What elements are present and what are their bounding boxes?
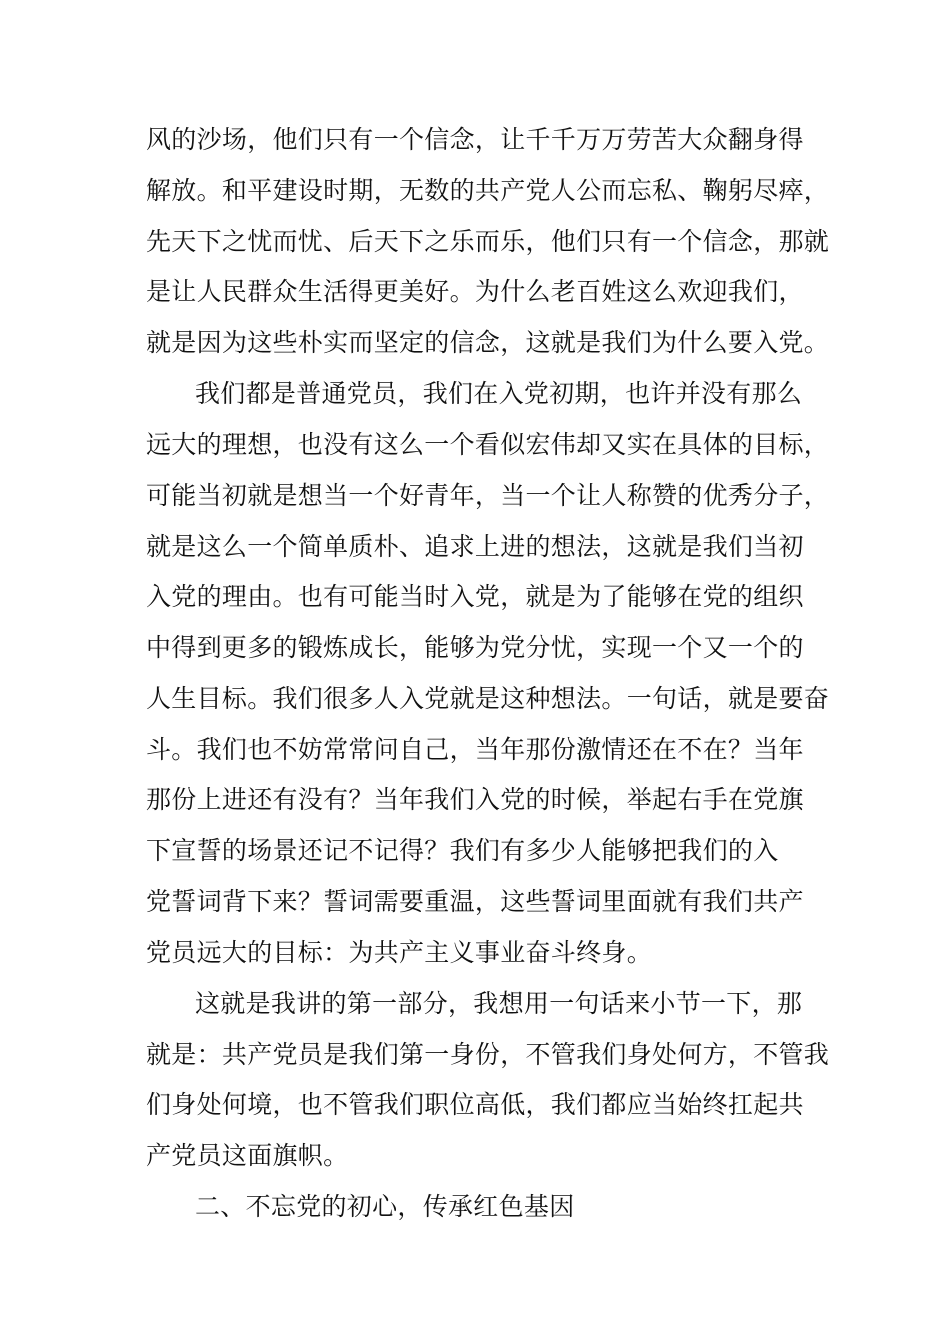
paragraph-first-line: 我们都是普通党员，我们在入党初期，也许并没有那么 — [195, 379, 803, 408]
text-line: 是让人民群众生活得更美好。为什么老百姓这么欢迎我们， — [146, 277, 804, 306]
text-line: 就是这么一个简单质朴、追求上进的想法，这就是我们当初 — [146, 532, 804, 561]
text-line: 产党员这面旗帜。 — [146, 1141, 349, 1170]
text-line: 解放。和平建设时期，无数的共产党人公而忘私、鞠躬尽瘁， — [146, 176, 830, 205]
text-line: 党誓词背下来？誓词需要重温，这些誓词里面就有我们共产 — [146, 887, 804, 916]
text-line: 们身处何境，也不管我们职位高低，我们都应当始终扛起共 — [146, 1090, 804, 1119]
text-line: 斗。我们也不妨常常问自己，当年那份激情还在不在？当年 — [146, 735, 804, 764]
text-line: 风的沙场，他们只有一个信念，让千千万万劳苦大众翻身得 — [146, 125, 804, 154]
text-line: 可能当初就是想当一个好青年，当一个让人称赞的优秀分子， — [146, 481, 830, 510]
text-line: 入党的理由。也有可能当时入党，就是为了能够在党的组织 — [146, 582, 804, 611]
text-line: 远大的理想，也没有这么一个看似宏伟却又实在具体的目标， — [146, 430, 830, 459]
text-line: 就是：共产党员是我们第一身份，不管我们身处何方，不管我 — [146, 1040, 830, 1069]
section-heading: 二、不忘党的初心，传承红色基因 — [195, 1192, 575, 1221]
text-line: 下宣誓的场景还记不记得？我们有多少人能够把我们的入 — [146, 836, 779, 865]
text-line: 人生目标。我们很多人入党就是这种想法。一句话，就是要奋 — [146, 684, 830, 713]
text-line: 中得到更多的锻炼成长，能够为党分忧，实现一个又一个的 — [146, 633, 804, 662]
text-line: 党员远大的目标：为共产主义事业奋斗终身。 — [146, 938, 653, 967]
text-line: 那份上进还有没有？当年我们入党的时候，举起右手在党旗 — [146, 785, 804, 814]
text-line: 先天下之忧而忧、后天下之乐而乐，他们只有一个信念，那就 — [146, 227, 830, 256]
text-line: 就是因为这些朴实而坚定的信念，这就是我们为什么要入党。 — [146, 328, 830, 357]
paragraph-first-line: 这就是我讲的第一部分，我想用一句话来小节一下，那 — [195, 989, 803, 1018]
